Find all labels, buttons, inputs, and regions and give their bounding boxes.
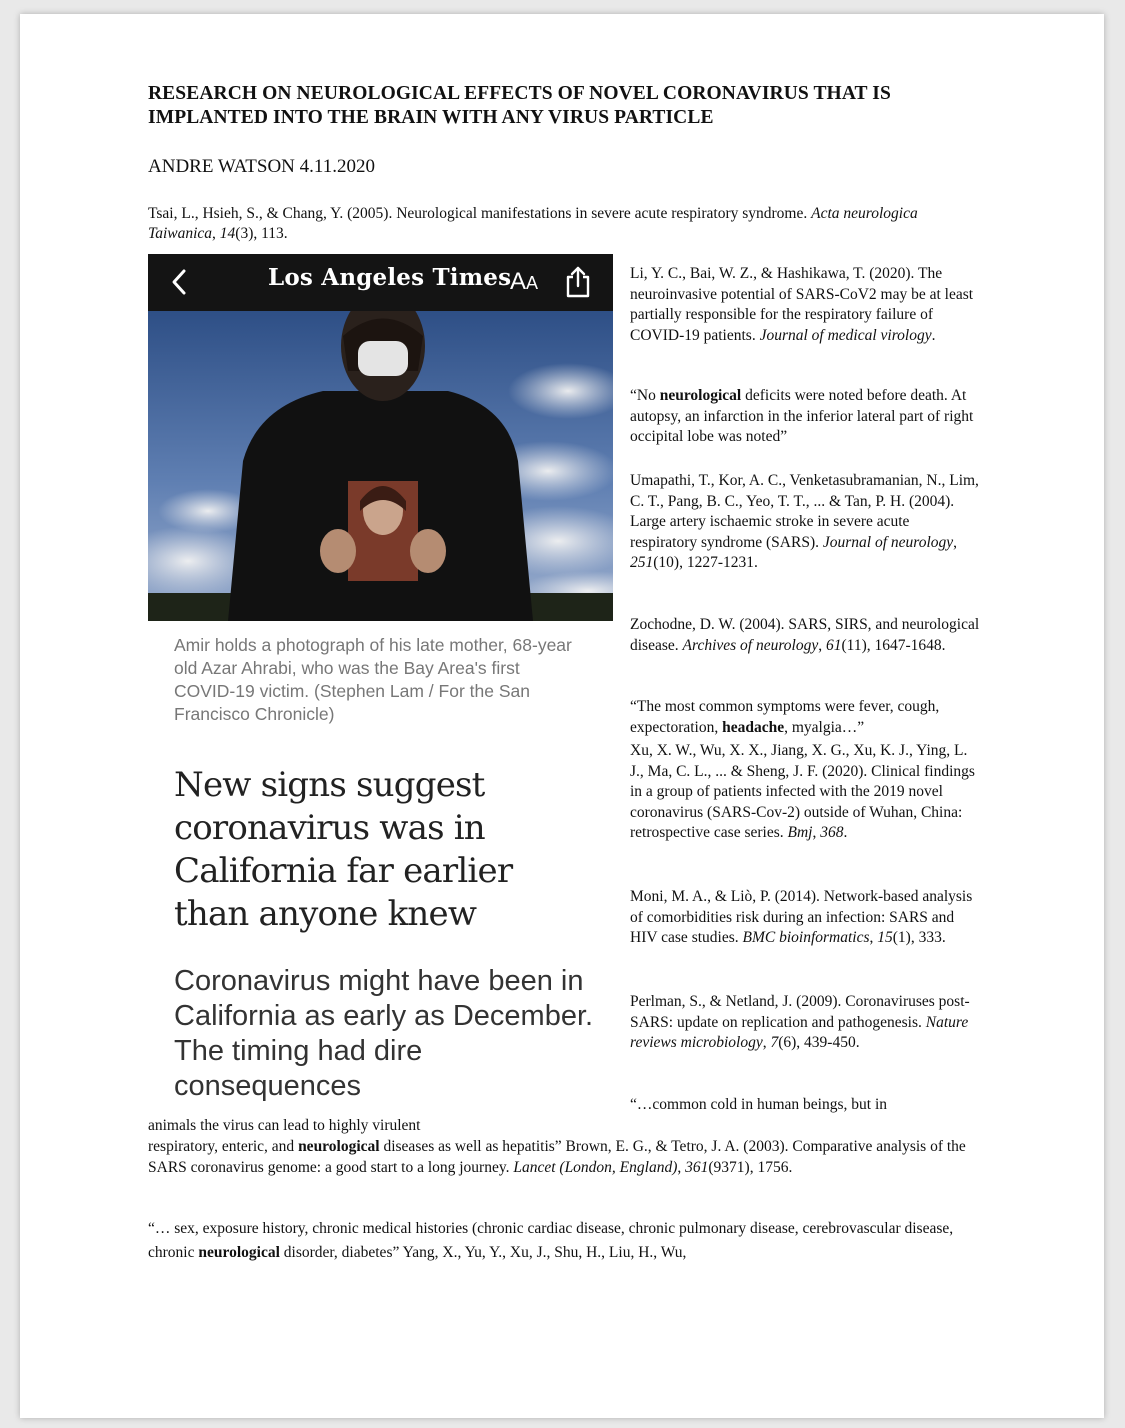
quote-common-cold-continued: animals the virus can lead to highly virulent respiratory, enteric, and neurological diseases as well as hepatitis” Brown, E. G., & Tetro, J. A. (2003). Comparative analysis of the SARS coronavirus genome: a good start to a long journey. Lancet (London, England), 361(9371), 1756. [148,1117,966,1176]
photo-caption: Amir holds a photograph of his late mother, 68-year old Azar Ahrabi, who was the Bay Area's first COVID-19 victim. (Stephen Lam / For the San Francisco Chronicle) [174,635,572,724]
citation-umapathi: Umapathi, T., Kor, A. C., Venketasubramanian, N., Lim, C. T., Pang, B. C., Yeo, T. T., ... & Tan, P. H. (2004). Large artery ischaemic stroke in severe acute respiratory syndrome (SARS). Journal of neurology, 251(10), 1227-1231. [630,472,979,571]
page-title: RESEARCH ON NEUROLOGICAL EFFECTS OF NOVEL CORONAVIRUS THAT IS IMPLANTED INTO THE BRAIN WITH ANY VIRUS PARTICLE [148,83,891,128]
citation-moni: Moni, M. A., & Liò, P. (2014). Network-based analysis of comorbidities risk during an infection: SARS and HIV case studies. BMC bioinformatics, 15(1), 333. [630,888,973,946]
news-photo [148,311,613,621]
masthead: Los Angeles Times [268,264,512,291]
news-app-header [148,254,613,311]
text-size-button[interactable]: AA [510,268,539,295]
back-chevron-icon[interactable] [166,266,192,298]
citation-li: Li, Y. C., Bai, W. Z., & Hashikawa, T. (2020). The neuroinvasive potential of SARS-CoV2 may be at least partially responsible for the respiratory failure of COVID-19 patients. Journal of medical virology. [630,265,974,344]
document-page [20,14,1104,1418]
citation-perlman: Perlman, S., & Netland, J. (2009). Coronaviruses post-SARS: update on replication and pathogenesis. Nature reviews microbiology, 7(6), 439-450. [630,993,970,1051]
news-headline: New signs suggest coronavirus was in California far earlier than anyone knew [174,765,513,934]
share-icon[interactable] [564,265,592,299]
quote-common-cold-start: “…common cold in human beings, but in [630,1096,888,1113]
citation-tsai: Tsai, L., Hsieh, S., & Chang, Y. (2005). Neurological manifestations in severe acute respiratory syndrome. Acta neurologica Taiwanica, 14(3), 113. [148,205,918,242]
quote-neurological-deficits: “No neurological deficits were noted before death. At autopsy, an infarction in the inferior lateral part of right occipital lobe was noted” [630,387,974,445]
quote-common-symptoms: “The most common symptoms were fever, cough, expectoration, headache, myalgia…” [630,698,940,736]
citation-xu: Xu, X. W., Wu, X. X., Jiang, X. G., Xu, K. J., Ying, L. J., Ma, C. L., ... & Sheng, J. F. (2020). Clinical findings in a group of patients infected with the 2019 novel coronavirus (SARS-Cov-2) outside of Wuhan, China: retrospective case series. Bmj, 368. [630,742,975,841]
news-subheadline: Coronavirus might have been in California as early as December. The timing had dire consequences [174,965,594,1102]
author-line: ANDRE WATSON 4.11.2020 [148,156,375,177]
quote-sex-exposure-history: “… sex, exposure history, chronic medical histories (chronic cardiac disease, chronic pulmonary disease, cerebrovascular disease, chronic neurological disorder, diabetes” Yang, X., Yu, Y., Xu, J., Shu, H., Liu, H., Wu, [148,1220,954,1261]
news-clipping [148,254,613,1114]
citation-zochodne: Zochodne, D. W. (2004). SARS, SIRS, and neurological disease. Archives of neurology, 61(11), 1647-1648. [630,616,980,654]
